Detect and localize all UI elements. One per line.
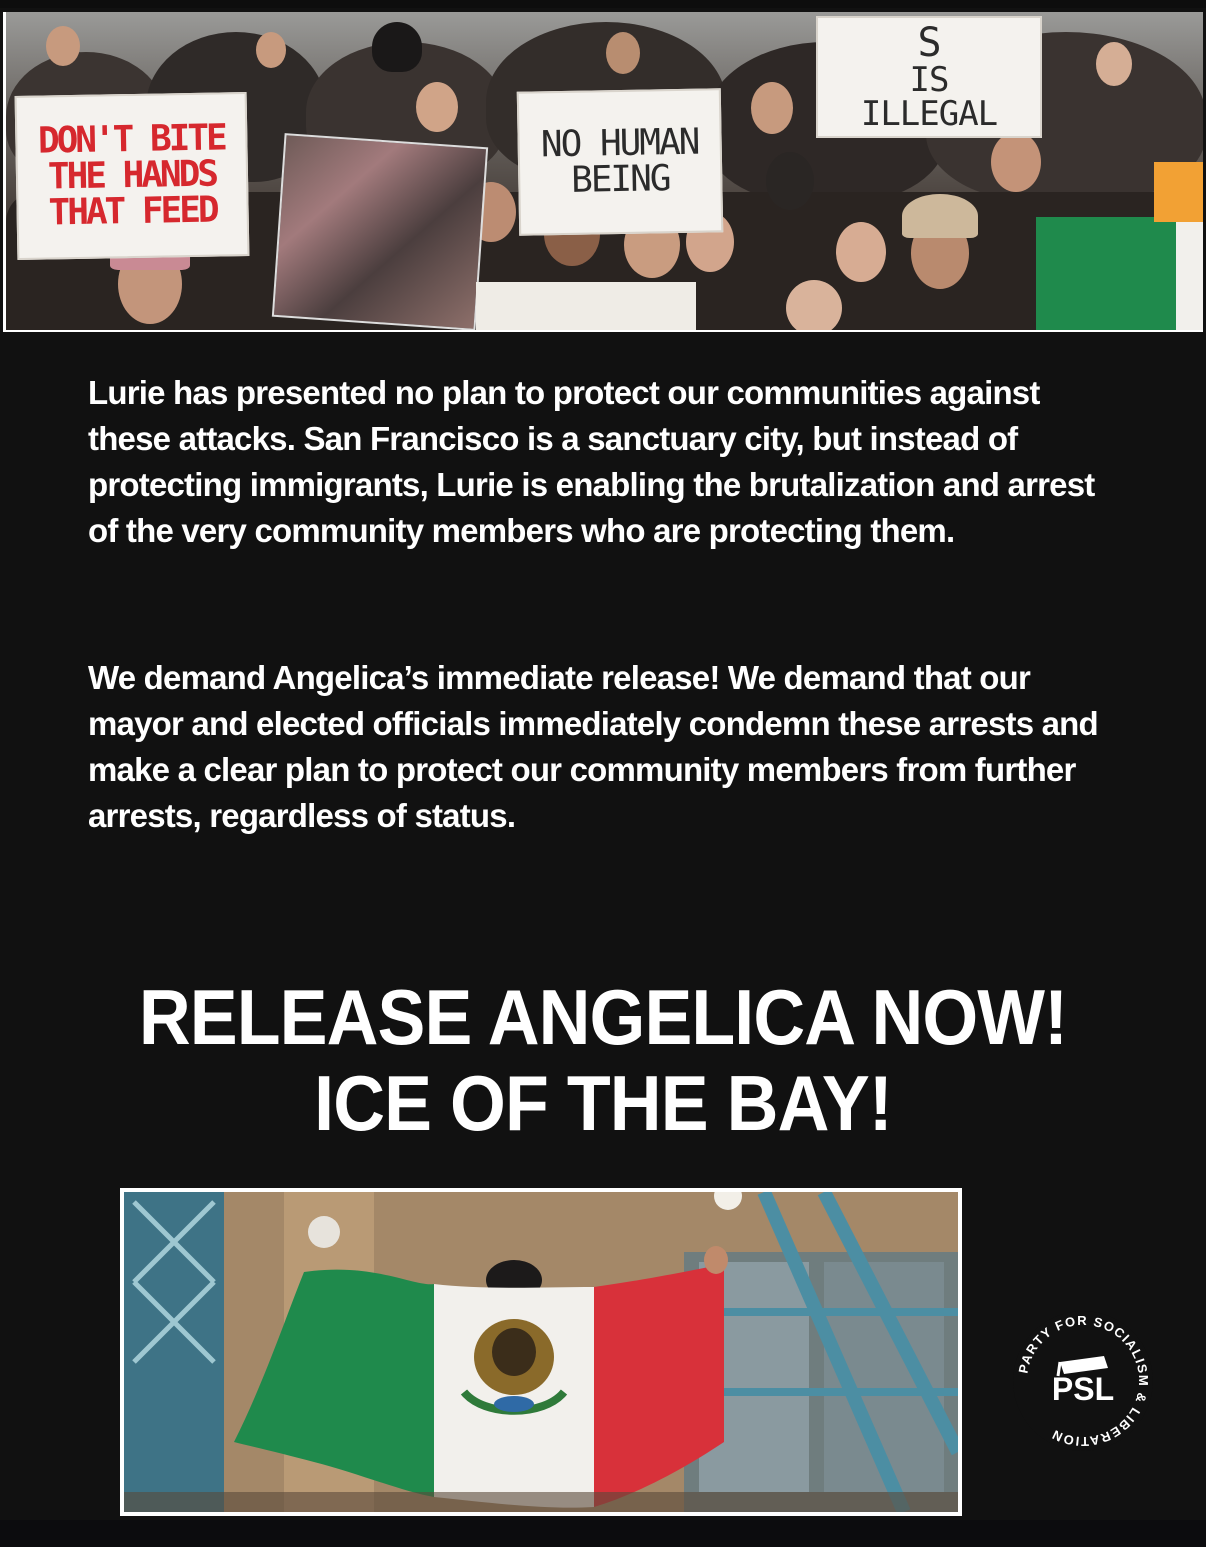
bottom-photo-frame — [120, 1188, 962, 1516]
headline-line-1: RELEASE ANGELICA NOW! — [138, 973, 1068, 1061]
mexican-flag-photo — [124, 1192, 958, 1512]
psl-initials: PSL — [1051, 1371, 1115, 1407]
paragraph-demands: We demand Angelica’s immediate release! We demand that our mayor and elected officials immediately condemn these arrests and make a clear plan to protect our community members from further arrests, regardless of status. — [88, 659, 1098, 834]
protest-sign-illegal: S IS ILLEGAL — [816, 16, 1042, 138]
bottom-strip — [0, 1520, 1206, 1547]
psl-ring-text: PARTY FOR SOCIALISM & LIBERATION — [1015, 1312, 1152, 1450]
headline-line-2: ICE OF THE BAY! — [314, 1059, 892, 1147]
protest-sign-hands: DON'T BITE THE HANDS THAT FEED — [15, 92, 250, 260]
psl-emblem — [1012, 1310, 1154, 1452]
flag-scene — [124, 1192, 958, 1512]
top-strip — [0, 0, 1206, 8]
protest-sign-no-human-being: NO HUMAN BEING — [517, 88, 723, 236]
psl-logo — [1012, 1310, 1154, 1452]
paragraph-lurie-no-plan: Lurie has presented no plan to protect our communities against these attacks. San Francisco is a sanctuary city, but instead of protecting immigrants, Lurie is enabling the brutalization and arrest of the very community members who are protecting them. — [88, 374, 1095, 549]
hero-photo-frame — [3, 12, 1203, 332]
protest-crowd-photo — [6, 12, 1203, 330]
